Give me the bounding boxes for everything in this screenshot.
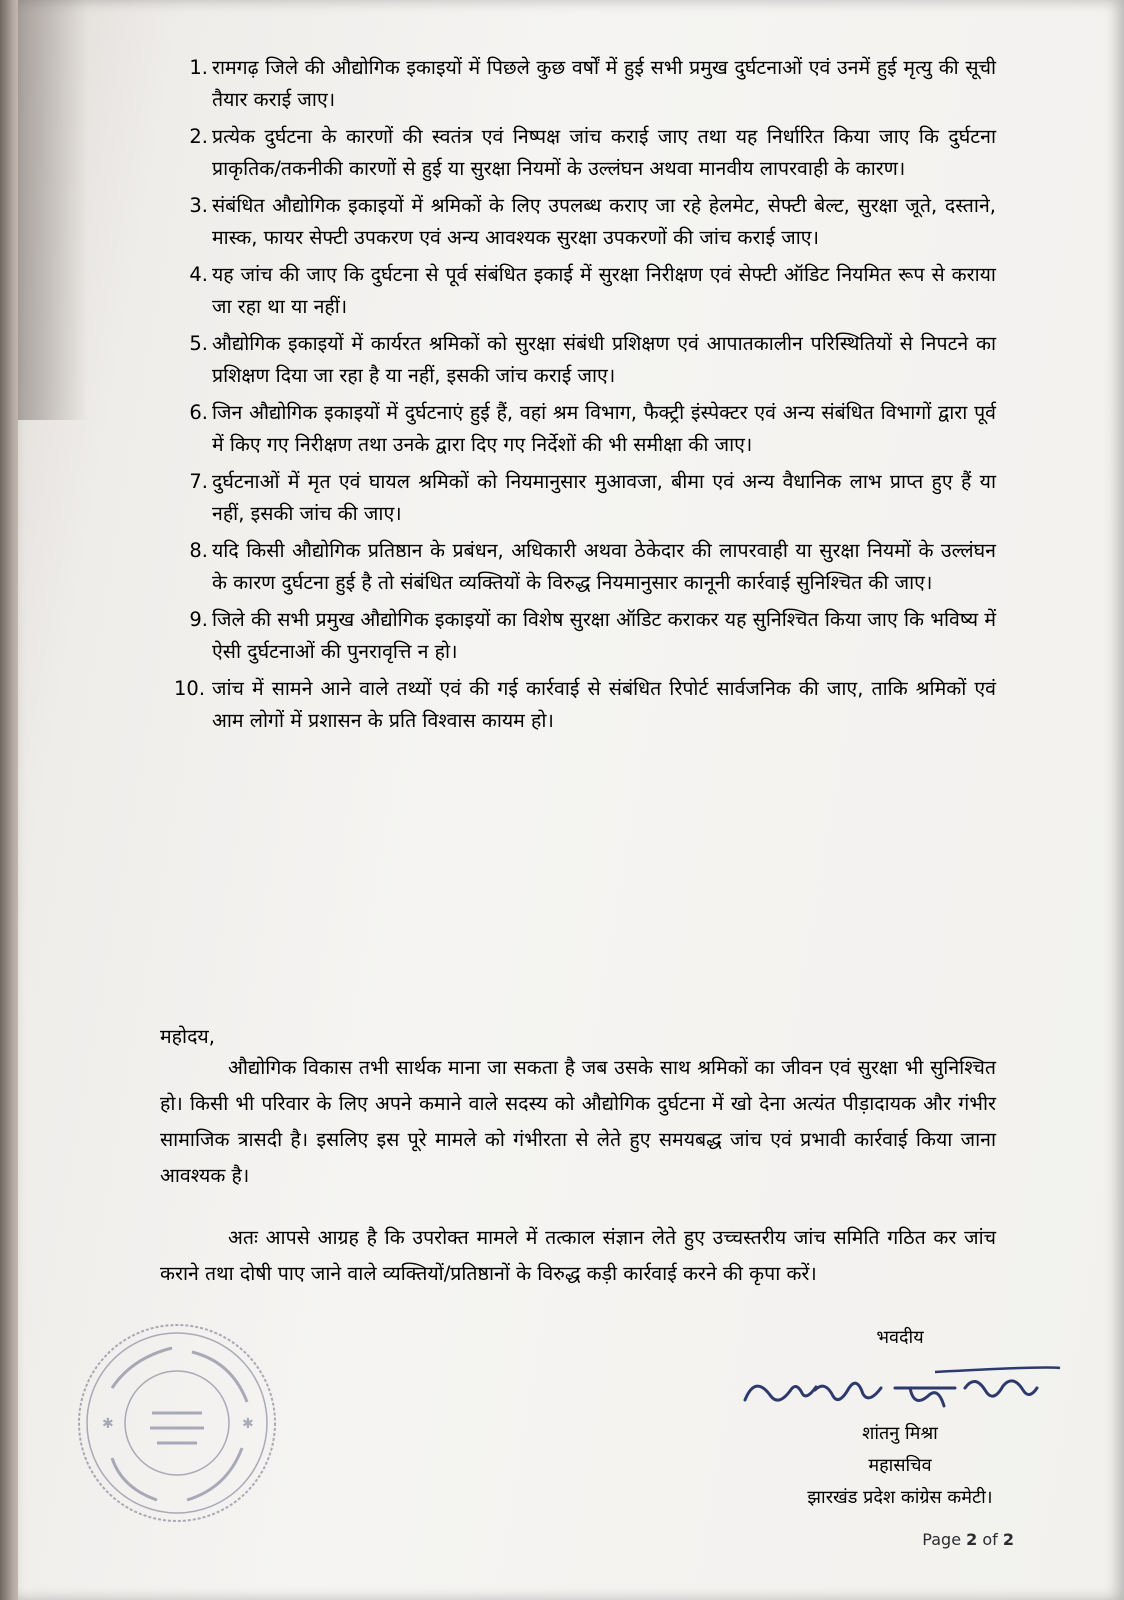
item-number: 1. xyxy=(189,56,208,79)
page-curl-shadow xyxy=(18,0,88,420)
item-text: जांच में सामने आने वाले तथ्यों एवं की गई कार्रवाई से संबंधित रिपोर्ट सार्वजनिक की जाए, ताकि श्रमिकों एवं आम लोगों में प्रशासन के प्रति विश्वास कायम हो। xyxy=(212,677,996,732)
item-text: औद्योगिक इकाइयों में कार्यरत श्रमिकों को सुरक्षा संबंधी प्रशिक्षण एवं आपातकालीन परिस्थितियों से निपटने का प्रशिक्षण दिया जा रहा है या नहीं, इसकी जांच कराई जाए। xyxy=(212,332,996,387)
svg-text:✱: ✱ xyxy=(102,1416,114,1432)
body-paragraph: औद्योगिक विकास तभी सार्थक माना जा सकता है जब उसके साथ श्रमिकों का जीवन एवं सुरक्षा भी सुनिश्चित हो। किसी भी परिवार के लिए अपने कमाने वाले सदस्य को औद्योगिक दुर्घटना में खो देना अत्यंत पीड़ादायक और गंभीर सामाजिक त्रासदी है। इसलिए इस पूरे मामले को गंभीरता से लेते हुए समयबद्ध जांच एवं प्रभावी कार्रवाई किया जाना आवश्यक है। xyxy=(160,1056,996,1187)
list-item xyxy=(160,466,996,530)
svg-text:✱: ✱ xyxy=(242,1416,254,1432)
item-number: 10. xyxy=(174,677,206,700)
request-paragraph: अतः आपसे आग्रह है कि उपरोक्त मामले में तत्काल संज्ञान लेते हुए उच्चस्तरीय जांच समिति गठित कर जांच कराने तथा दोषी पाए जाने वाले व्यक्तियों/प्रतिष्ठानों के विरुद्ध कड़ी कार्रवाई करने की कृपा करें। xyxy=(160,1226,996,1285)
signatory-designation: महासचिव xyxy=(868,1455,932,1476)
signatory-name: शांतनु मिश्रा xyxy=(862,1423,938,1444)
item-number: 4. xyxy=(189,263,208,286)
page-total: 2 xyxy=(1002,1530,1014,1549)
item-number: 6. xyxy=(189,401,208,424)
demand-list xyxy=(160,52,996,742)
signatory-organization: झारखंड प्रदेश कांग्रेस कमेटी। xyxy=(807,1487,993,1508)
page-number xyxy=(922,1530,1014,1549)
item-number: 3. xyxy=(189,194,208,217)
list-item xyxy=(160,535,996,599)
item-text: यदि किसी औद्योगिक प्रतिष्ठान के प्रबंधन, अधिकारी अथवा ठेकेदार की लापरवाही या सुरक्षा नियमों के उल्लंघन के कारण दुर्घटना हुई है तो संबंधित व्यक्तियों के विरुद्ध नियमानुसार कानूनी कार्रवाई सुनिश्चित की जाए। xyxy=(212,539,996,594)
list-item xyxy=(160,397,996,461)
list-item xyxy=(160,190,996,254)
list-item xyxy=(160,673,996,737)
page-label: Page xyxy=(922,1530,967,1549)
list-item xyxy=(160,604,996,668)
item-number: 2. xyxy=(189,125,208,148)
item-text: संबंधित औद्योगिक इकाइयों में श्रमिकों के लिए उपलब्ध कराए जा रहे हेलमेट, सेफ्टी बेल्ट, सुरक्षा जूते, दस्ताने, मास्क, फायर सेफ्टी उपकरण एवं अन्य आवश्यक सुरक्षा उपकरणों की जांच कराई जाए। xyxy=(212,194,996,249)
page-of: of xyxy=(977,1530,1003,1549)
item-number: 9. xyxy=(189,608,208,631)
closing-yours: भवदीय xyxy=(876,1327,924,1348)
item-number: 5. xyxy=(189,332,208,355)
item-text: जिले की सभी प्रमुख औद्योगिक इकाइयों का विशेष सुरक्षा ऑडिट कराकर यह सुनिश्चित किया जाए कि भविष्य में ऐसी दुर्घटनाओं की पुनरावृत्ति न हो। xyxy=(212,608,996,663)
item-number: 7. xyxy=(189,470,208,493)
page-current: 2 xyxy=(966,1530,978,1549)
item-text: जिन औद्योगिक इकाइयों में दुर्घटनाएं हुई हैं, वहां श्रम विभाग, फैक्ट्री इंस्पेक्टर एवं अन्य संबंधित विभागों द्वारा पूर्व में किए गए निरीक्षण तथा उनके द्वारा दिए गए निर्देशों की भी समीक्षा की जाए। xyxy=(212,401,996,456)
item-text: रामगढ़ जिले की औद्योगिक इकाइयों में पिछले कुछ वर्षों में हुई सभी प्रमुख दुर्घटनाओं एवं उनमें हुई मृत्यु की सूची तैयार कराई जाए। xyxy=(212,56,996,111)
salutation: महोदय, xyxy=(160,1025,215,1048)
list-item xyxy=(160,52,996,116)
list-item xyxy=(160,328,996,392)
item-text: दुर्घटनाओं में मृत एवं घायल श्रमिकों को नियमानुसार मुआवजा, बीमा एवं अन्य वैधानिक लाभ प्राप्त हुए हैं या नहीं, इसकी जांच की जाए। xyxy=(212,470,996,525)
list-item xyxy=(160,121,996,185)
handwritten-signature xyxy=(735,1360,1065,1420)
item-text: यह जांच की जाए कि दुर्घटना से पूर्व संबंधित इकाई में सुरक्षा निरीक्षण एवं सेफ्टी ऑडिट नियमित रूप से कराया जा रहा था या नहीं। xyxy=(212,263,996,318)
item-number: 8. xyxy=(189,539,208,562)
office-stamp-seal xyxy=(72,1318,282,1528)
item-text: प्रत्येक दुर्घटना के कारणों की स्वतंत्र एवं निष्पक्ष जांच कराई जाए तथा यह निर्धारित किया जाए कि दुर्घटना प्राकृतिक/तकनीकी कारणों से हुई या सुरक्षा नियमों के उल्लंघन अथवा मानवीय लापरवाही के कारण। xyxy=(212,125,996,180)
list-item xyxy=(160,259,996,323)
